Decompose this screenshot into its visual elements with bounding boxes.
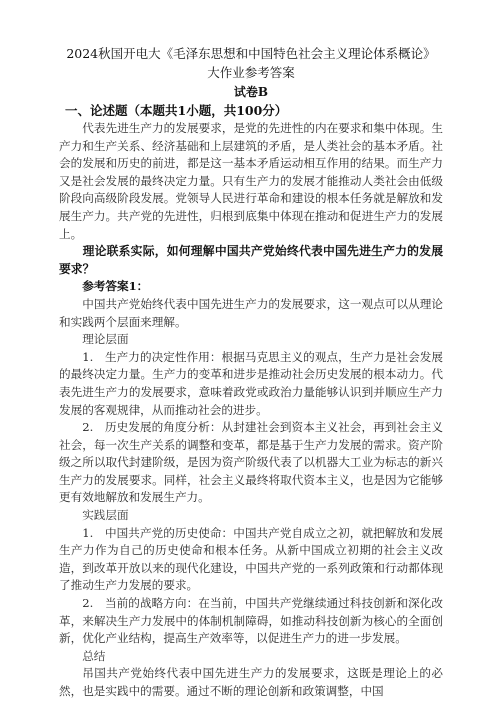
- section-heading: 一、论述题（本题共1小题，共100分）: [65, 103, 288, 118]
- document-title: 2024秋国开电大《毛泽东思想和中国特色社会主义理论体系概论》大作业参考答案: [66, 46, 436, 80]
- answer-intro: 中国共产党始终代表中国先进生产力的发展要求，这一观点可以从理论和实践两个层面来理解。: [59, 296, 443, 329]
- question-text: 理论联系实际，如何理解中国共产党始终代表中国先进生产力的发展要求？: [59, 244, 443, 276]
- practice-point: 1. 中国共产党的历史使命：中国共产党自成立之初，就把解放和发展生产力作为自己的历史使命和根本任务。从新中国成立初期的社会主义改造，到改革开放以来的现代化建设，中国共产党的一系列政策和行动都体现了推动生产力发展的要求。: [59, 525, 443, 593]
- theory-point: 1. 生产力的决定性作用：根据马克思主义的观点，生产力是社会发展的最终决定力量。生产力的变革和进步是推动社会历史发展的根本动力。代表先进生产力的发展要求，意味着政党或政治力量能够认识到并顺应生产力发展的客观规律，从而推动社会的进步。: [59, 349, 443, 417]
- theory-label: 理论层面: [82, 332, 129, 347]
- summary-text: 吊国共产党始终代表中国先进生产力的发展要求，这既是理论上的必然，也是实践中的需要。通过不断的理论创新和政策调整，中国: [59, 666, 443, 698]
- practice-point: 2. 当前的战略方向：在当前，中国共产党继续通过科技创新和深化改革，来解决生产力发展中的体制机制障碍，如推动科技创新为核心的全面创新，优化产业结构，提高生产效率等，以促进生产力的进一步发展。: [59, 596, 443, 646]
- answer-label: 参考答案1：: [82, 279, 149, 294]
- intro-paragraph: 代表先进生产力的发展要求，是党的先进性的内在要求和集中体现。生产力和生产关系、经济基础和上层建筑的矛盾，是人类社会的基本矛盾。社会的发展和历史的前进，都是这一基本矛盾运动相互作用的结果。而生产力又是社会发展的最终决定力量。只有生产力的发展才能推动人类社会由低级阶段向高级阶段发展。党领导人民进行革命和建设的根本任务就是解放和发展生产力。共产党的先进性，归根到底集中体现在推动和促进生产力的发展上。: [59, 121, 443, 241]
- theory-point: 2. 历史发展的角度分析：从封建社会到资本主义社会，再到社会主义社会，每一次生产关系的调整和变革，都是基于生产力发展的需求。资产阶级之所以取代封建阶级，是因为资产阶级代表了以机器大工业为标志的新兴生产力的发展要求。同样，社会主义最终将取代资本主义，也是因为它能够更有效地解放和发展生产力。: [59, 420, 443, 505]
- summary-label: 总结: [82, 648, 106, 663]
- practice-label: 实践层面: [82, 508, 129, 523]
- paper-code: 试卷B: [233, 85, 269, 99]
